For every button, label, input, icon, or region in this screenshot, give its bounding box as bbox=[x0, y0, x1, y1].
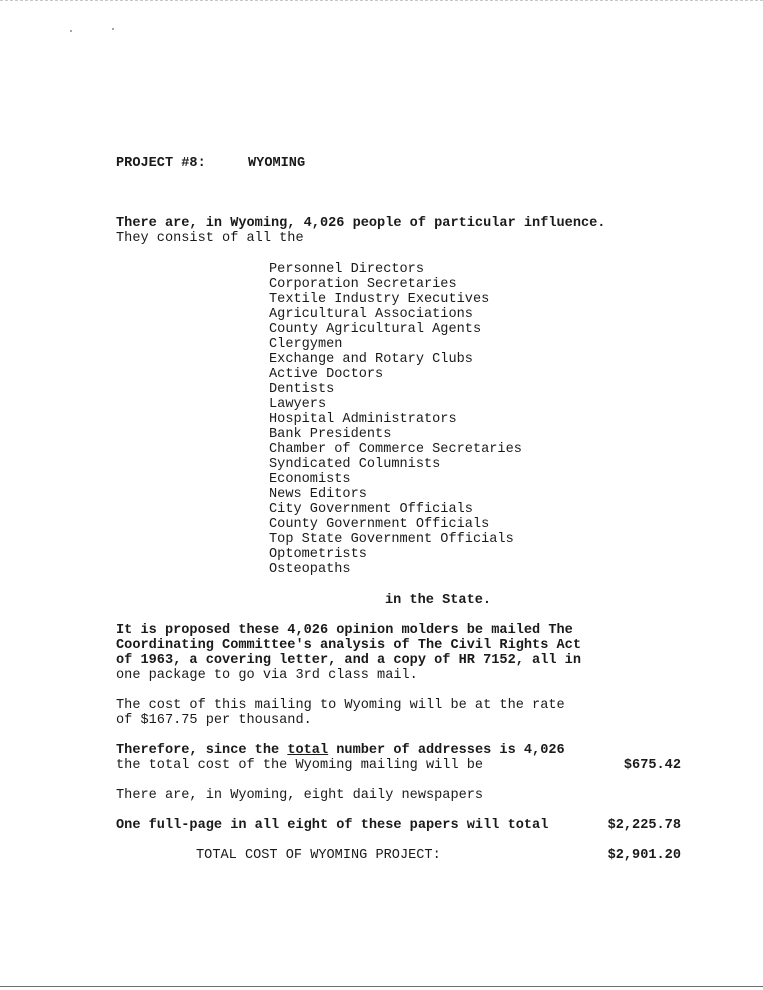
ad-cost-paragraph bbox=[116, 818, 548, 833]
ad-cost-line: One full-page in all eight of these papers will total bbox=[116, 818, 549, 833]
grand-total-label: TOTAL COST OF WYOMING PROJECT: bbox=[196, 848, 441, 863]
mailing-cost-amount: $675.42 bbox=[623, 758, 681, 773]
cost-rate-line: of $167.75 per thousand. bbox=[116, 713, 312, 728]
list-item: Textile Industry Executives bbox=[269, 292, 490, 307]
mailing-total-underlined-word: total bbox=[287, 743, 329, 758]
list-item: Osteopaths bbox=[269, 562, 351, 577]
influence-group-list bbox=[269, 262, 522, 577]
project-label: PROJECT #8: bbox=[116, 156, 206, 171]
list-item: Personnel Directors bbox=[269, 262, 424, 277]
list-item: Top State Government Officials bbox=[269, 532, 514, 547]
list-item: Active Doctors bbox=[269, 367, 384, 382]
proposal-line: Coordinating Committee's analysis of The Civil Rights Act bbox=[116, 638, 581, 653]
list-item: Dentists bbox=[269, 382, 335, 397]
mailing-total-suffix: number of addresses is 4,026 bbox=[328, 743, 565, 758]
list-item: News Editors bbox=[269, 487, 367, 502]
intro-line: There are, in Wyoming, 4,026 people of particular influence. bbox=[116, 216, 606, 231]
list-item: Corporation Secretaries bbox=[269, 277, 457, 292]
bottom-edge-rule bbox=[0, 986, 763, 987]
list-item: Chamber of Commerce Secretaries bbox=[269, 442, 522, 457]
mailing-total-line bbox=[116, 743, 565, 758]
list-item: Optometrists bbox=[269, 547, 367, 562]
cost-rate-line: The cost of this mailing to Wyoming will be at the rate bbox=[116, 698, 565, 713]
in-the-state-line: in the State. bbox=[385, 593, 492, 608]
grand-total-amount: $2,901.20 bbox=[607, 848, 681, 863]
proposal-line: one package to go via 3rd class mail. bbox=[116, 668, 418, 683]
list-item: Exchange and Rotary Clubs bbox=[269, 352, 473, 367]
newspapers-paragraph bbox=[116, 788, 483, 803]
list-item: Clergymen bbox=[269, 337, 343, 352]
mailing-total-paragraph bbox=[116, 743, 565, 773]
top-edge-rule bbox=[0, 0, 763, 1]
proposal-line: of 1963, a covering letter, and a copy of HR 7152, all in bbox=[116, 653, 581, 668]
list-item: County Agricultural Agents bbox=[269, 322, 482, 337]
list-item: Agricultural Associations bbox=[269, 307, 473, 322]
state-name-heading: WYOMING bbox=[248, 156, 306, 171]
cost-rate-paragraph bbox=[116, 698, 565, 728]
list-item: Bank Presidents bbox=[269, 427, 392, 442]
ad-cost-amount: $2,225.78 bbox=[607, 818, 681, 833]
list-item: County Government Officials bbox=[269, 517, 490, 532]
intro-paragraph bbox=[116, 216, 605, 246]
newspapers-line: There are, in Wyoming, eight daily newspapers bbox=[116, 788, 484, 803]
list-item: City Government Officials bbox=[269, 502, 473, 517]
mailing-total-line: the total cost of the Wyoming mailing will be bbox=[116, 758, 484, 773]
intro-line: They consist of all the bbox=[116, 231, 304, 246]
list-item: Economists bbox=[269, 472, 351, 487]
scan-speck bbox=[112, 28, 114, 30]
scan-speck bbox=[70, 30, 72, 32]
list-item: Hospital Administrators bbox=[269, 412, 457, 427]
proposal-paragraph bbox=[116, 623, 581, 683]
proposal-line: It is proposed these 4,026 opinion molders be mailed The bbox=[116, 623, 573, 638]
list-item: Lawyers bbox=[269, 397, 327, 412]
mailing-total-prefix: Therefore, since the bbox=[116, 743, 288, 758]
list-item: Syndicated Columnists bbox=[269, 457, 441, 472]
